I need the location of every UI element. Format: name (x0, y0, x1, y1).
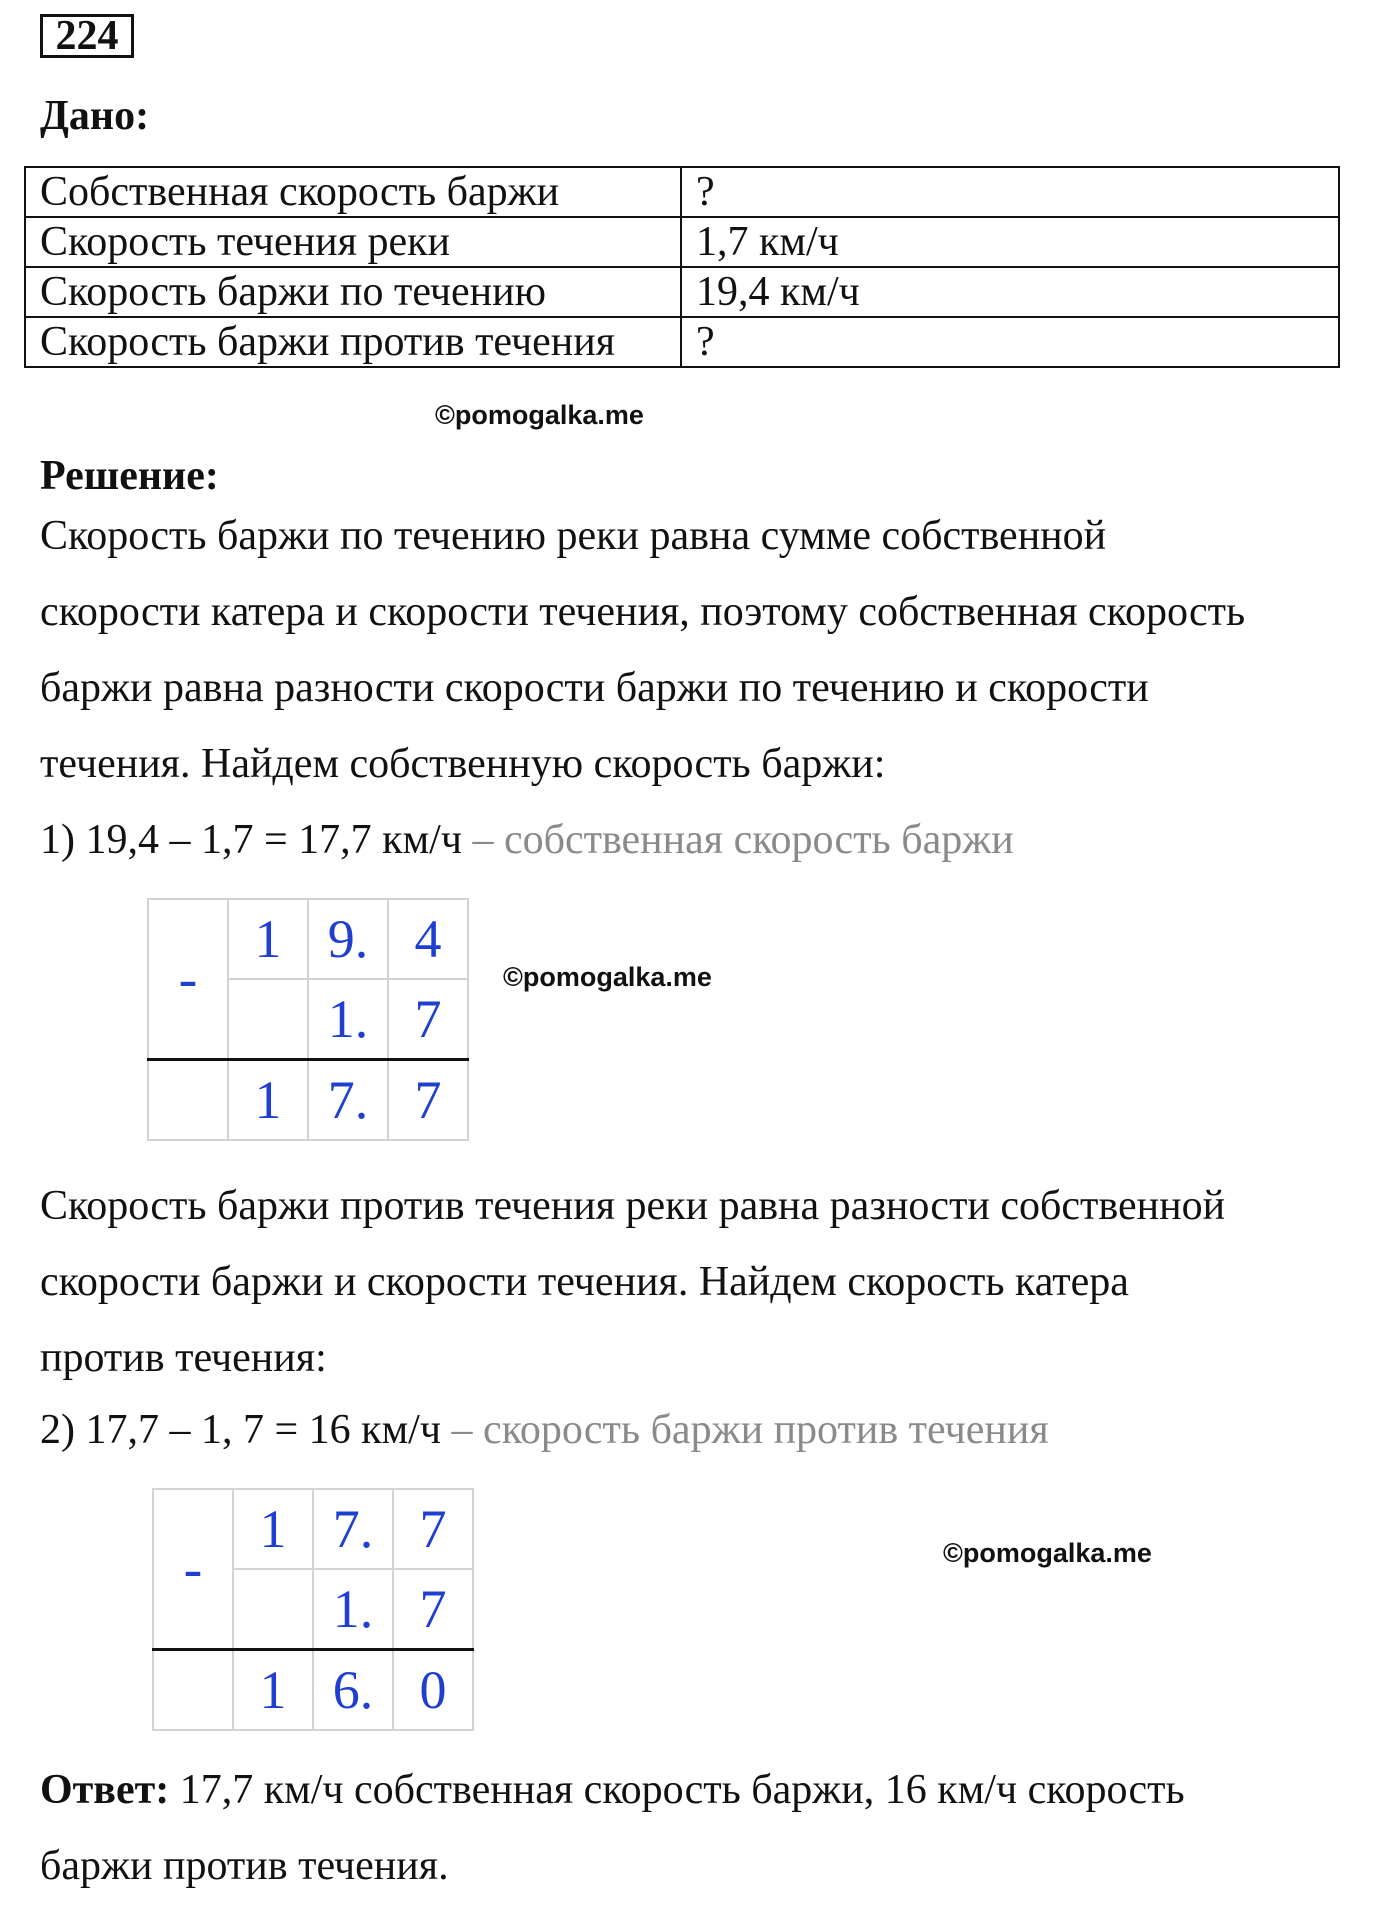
solution-paragraph-1 (40, 498, 1360, 802)
step-expression: 2) 17,7 – 1, 7 = 16 км/ч (40, 1407, 441, 1453)
step-expression: 1) 19,4 – 1,7 = 17,7 км/ч (40, 817, 462, 863)
answer-line: баржи против течения. (40, 1843, 449, 1889)
given-value: 1,7 км/ч (681, 217, 1339, 267)
watermark: ©pomogalka.me (503, 962, 712, 992)
watermark: ©pomogalka.me (943, 1538, 1152, 1568)
table-row (25, 317, 1339, 367)
given-label: Скорость баржи по течению (25, 267, 681, 317)
paragraph-line: течения. Найдем собственную скорость баржи: (40, 741, 886, 787)
solution-paragraph-2 (40, 1168, 1360, 1396)
result-digit-cell: 1 (228, 1060, 308, 1141)
step-note: – скорость баржи против течения (440, 1407, 1049, 1453)
table-row (25, 217, 1339, 267)
given-label: Скорость баржи против течения (25, 317, 681, 367)
paragraph-line: Скорость баржи по течению реки равна сумме собственной (40, 513, 1107, 559)
answer-line (40, 1752, 1360, 1828)
step-1 (40, 816, 1014, 864)
subtraction-grid-2 (152, 1488, 474, 1731)
step-2 (40, 1406, 1049, 1454)
table-row (25, 267, 1339, 317)
answer-text: 17,7 км/ч собственная скорость баржи, 16 км/ч скорость (169, 1767, 1185, 1813)
result-digit-cell: 6. (313, 1650, 393, 1731)
table-row (25, 167, 1339, 217)
paragraph-line: баржи равна разности скорости баржи по течению и скорости (40, 665, 1149, 711)
digit-cell: 1 (233, 1489, 313, 1569)
problem-number: 224 (40, 14, 134, 58)
digit-cell: 4 (388, 899, 468, 979)
digit-cell: 7 (388, 979, 468, 1060)
result-digit-cell: 1 (233, 1650, 313, 1731)
digit-cell: 7 (393, 1489, 473, 1569)
step-note: – собственная скорость баржи (461, 817, 1014, 863)
paragraph-line: против течения: (40, 1335, 327, 1381)
given-label: Собственная скорость баржи (25, 167, 681, 217)
given-label: Скорость течения реки (25, 217, 681, 267)
digit-cell: 7. (313, 1489, 393, 1569)
paragraph-line: Скорость баржи против течения реки равна разности собственной (40, 1183, 1226, 1229)
empty-cell (148, 1060, 228, 1141)
given-heading: Дано: (40, 93, 150, 139)
result-digit-cell: 7. (308, 1060, 388, 1141)
digit-cell: 1 (228, 899, 308, 979)
solution-heading: Решение: (40, 453, 219, 499)
empty-cell (153, 1650, 233, 1731)
given-value: ? (681, 167, 1339, 217)
watermark: ©pomogalka.me (435, 400, 644, 430)
result-digit-cell: 7 (388, 1060, 468, 1141)
given-value: ? (681, 317, 1339, 367)
digit-cell: 1. (308, 979, 388, 1060)
digit-cell: 9. (308, 899, 388, 979)
paragraph-line: скорости баржи и скорости течения. Найдем скорость катера (40, 1259, 1129, 1305)
paragraph-line: скорости катера и скорости течения, поэтому собственная скорость (40, 589, 1246, 635)
answer (40, 1752, 1360, 1904)
answer-label: Ответ: (40, 1767, 170, 1813)
given-value: 19,4 км/ч (681, 267, 1339, 317)
subtraction-grid-1 (147, 898, 469, 1141)
digit-cell: 1. (313, 1569, 393, 1650)
minus-sign: - (153, 1489, 233, 1650)
minus-sign: - (148, 899, 228, 1060)
result-digit-cell: 0 (393, 1650, 473, 1731)
given-table (24, 166, 1340, 368)
digit-cell (233, 1569, 313, 1650)
digit-cell: 7 (393, 1569, 473, 1650)
digit-cell (228, 979, 308, 1060)
